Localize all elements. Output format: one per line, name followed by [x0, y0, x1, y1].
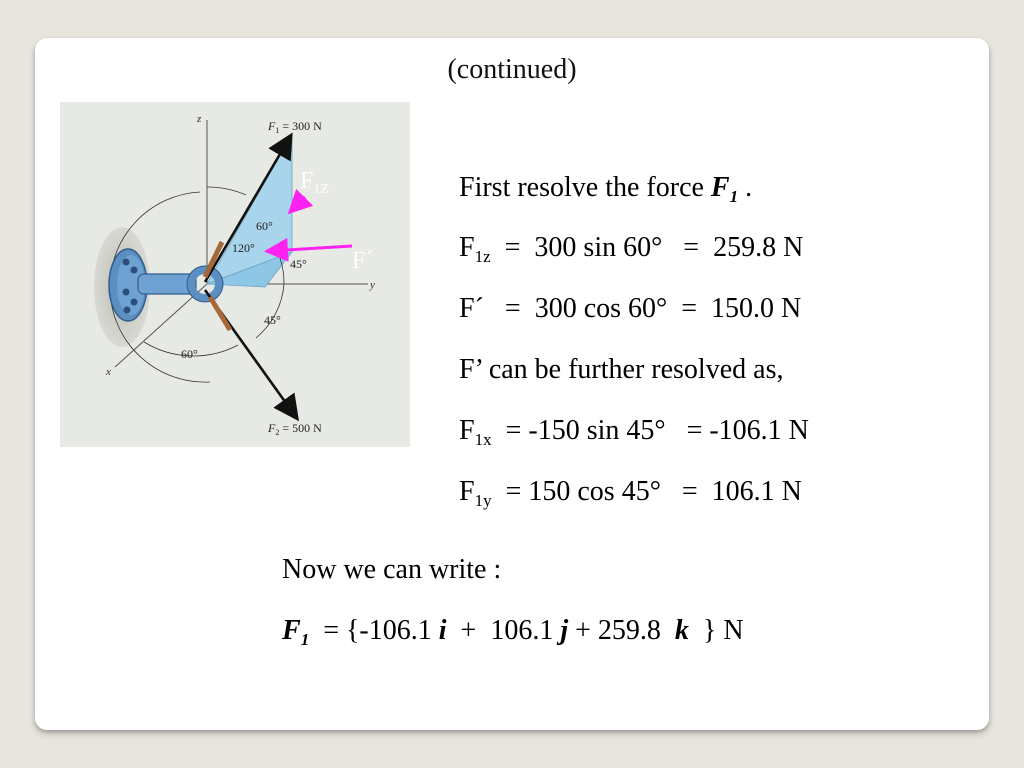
resolve-text: First resolve the force: [459, 172, 711, 203]
line-resolve-intro: [445, 140, 752, 204]
force-f1-symbol: $F_1$: [710, 172, 739, 206]
vector-part-b: + 106.1: [446, 615, 561, 646]
f1z-subscript: 1z: [474, 247, 491, 266]
angle-120-label: 120°: [232, 241, 255, 255]
f1y-symbol: F: [459, 476, 475, 507]
vector-part-a: = {-106.1: [309, 615, 439, 646]
angle-60-top-label: 60°: [256, 219, 273, 233]
f1y-expression: = 150 cos 45° = 106.1 N: [491, 476, 802, 507]
f1y-subscript: 1y: [474, 491, 492, 510]
y-axis-label: y: [370, 279, 375, 291]
bolt: [123, 259, 130, 266]
z-axis-label: z: [197, 113, 202, 125]
unit-vector-k: k: [674, 615, 689, 646]
resolve-period: .: [738, 172, 753, 203]
f1z-tag: $F_{1Z}$: [300, 168, 329, 197]
f1x-subscript: 1x: [474, 430, 492, 449]
bolt: [123, 289, 130, 296]
vector-part-d: } N: [688, 615, 744, 646]
f1x-symbol: F: [459, 415, 475, 446]
fprime-symbol: F´: [459, 293, 484, 324]
line-f1x-equation: [445, 383, 809, 447]
force-diagram: [60, 102, 410, 447]
bolt: [124, 307, 131, 314]
vector-part-c: + 259.8: [568, 615, 675, 646]
angle-45-lower-label: 45°: [264, 313, 281, 327]
f2-label: $F_2 = 500$ N: [268, 421, 322, 437]
angle-45-upper-label: 45°: [290, 257, 307, 271]
line-f1z-equation: [445, 200, 803, 264]
angle-60-bottom-label: 60°: [181, 347, 198, 361]
unit-vector-j: j: [560, 615, 569, 646]
line-f1y-equation: [445, 444, 802, 508]
now-write-text: Now we can write :: [282, 554, 502, 585]
unit-vector-i: i: [438, 615, 447, 646]
f1z-symbol: F: [459, 232, 475, 263]
bolt: [131, 267, 138, 274]
line-further-resolved: [445, 322, 783, 386]
line-f1-vector: [268, 583, 744, 647]
f1-label: $F_1 = 300$ N: [268, 119, 322, 135]
f1-vector-symbol: $F_1$: [282, 615, 310, 649]
further-resolved-text: F’ can be further resolved as,: [459, 354, 784, 385]
line-fprime-equation: [445, 261, 801, 325]
x-axis-label: x: [106, 366, 111, 378]
bolt: [131, 299, 138, 306]
line-now-we-can-write: [268, 522, 501, 586]
fprime-expression: = 300 cos 60° = 150.0 N: [483, 293, 802, 324]
fprime-tag: F´: [352, 248, 374, 274]
slide-title: (continued): [447, 54, 577, 85]
f1x-expression: = -150 sin 45° = -106.1 N: [491, 415, 809, 446]
f1z-expression: = 300 sin 60° = 259.8 N: [490, 232, 804, 263]
